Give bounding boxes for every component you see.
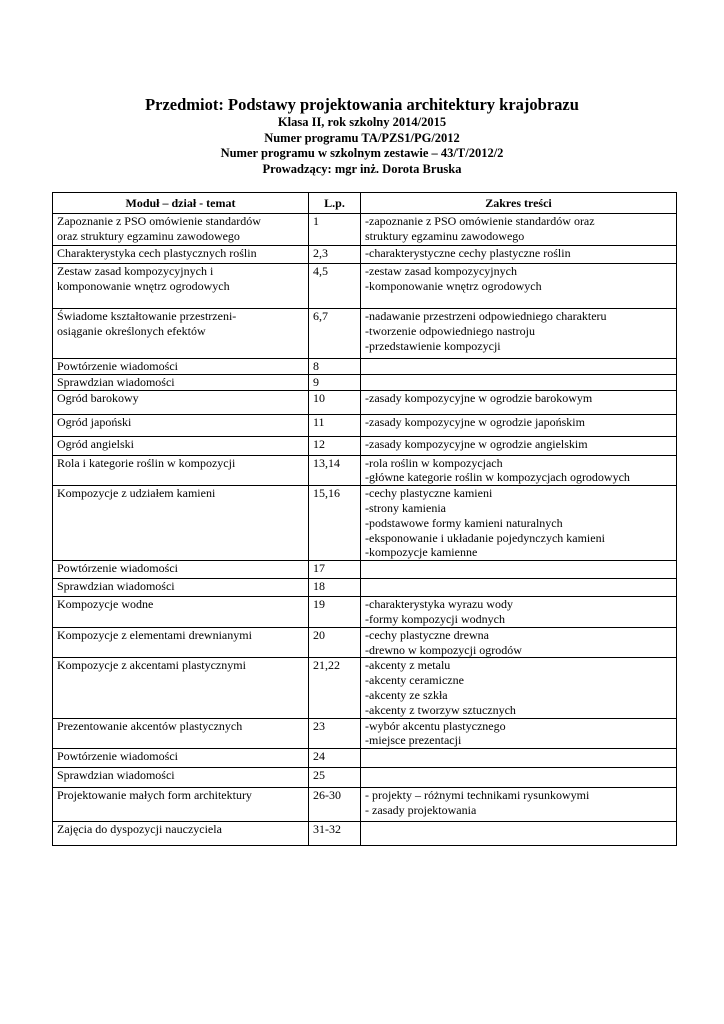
scope-cell [361,579,677,597]
lesson-number: 24 [313,749,325,764]
topic-line: oraz struktury egzaminu zawodowego [57,228,240,243]
topic-line: Powtórzenie wiadomości [57,749,178,764]
scope-line: -strony kamienia [365,500,446,515]
scope-line: -formy kompozycji wodnych [365,611,505,626]
document-title: Przedmiot: Podstawy projektowania architektury krajobrazu [145,95,579,114]
scope-line: -tworzenie odpowiedniego nastroju [365,323,535,338]
table-row [53,822,677,846]
table-row [53,788,677,822]
lp-cell [309,718,361,749]
lesson-number: 25 [313,768,325,783]
table-row [53,749,677,768]
topic-line: Kompozycje wodne [57,597,154,612]
table-row [53,414,677,436]
lp-cell [309,749,361,768]
scope-line: -wybór akcentu plastycznego [365,718,506,733]
topic-cell [53,627,309,658]
scope-cell [361,390,677,414]
curriculum-table [52,192,677,846]
topic-line: Zestaw zasad kompozycyjnych i [57,264,214,278]
topic-line: Kompozycje z udziałem kamieni [57,486,216,501]
lesson-number: 31-32 [313,822,341,837]
scope-cell [361,718,677,749]
topic-line: Charakterystyka cech plastycznych roślin [57,246,257,260]
lp-cell [309,455,361,486]
lesson-number: 2,3 [313,246,328,260]
scope-line: - projekty – różnymi technikami rysunkowymi [365,788,590,803]
scope-line: -kompozycje kamienne [365,545,478,560]
topic-line: Świadome kształtowanie przestrzeni- [57,309,237,323]
scope-line: -zapoznanie z PSO omówienie standardów oraz [365,214,595,228]
school-program-number-line: Numer programu w szkolnym zestawie – 43/T/2012/2 [220,146,504,160]
lesson-number: 18 [313,579,325,594]
scope-line: -drewno w kompozycji ogrodów [365,642,522,657]
topic-line: Sprawdzian wiadomości [57,768,175,783]
lesson-number: 1 [313,214,319,228]
lesson-number: 23 [313,718,325,733]
topic-cell [53,822,309,846]
scope-cell [361,374,677,390]
program-number-line: Numer programu TA/PZS1/PG/2012 [264,130,460,145]
scope-line: -zestaw zasad kompozycyjnych [365,264,517,278]
topic-cell [53,749,309,768]
column-header-scope: Zakres treści [361,193,677,214]
table-row [53,359,677,375]
topic-line: Sprawdzian wiadomości [57,374,175,389]
scope-line: -cechy plastyczne drewna [365,627,489,642]
table-row [53,374,677,390]
scope-line: -akcenty ceramiczne [365,673,464,688]
lp-cell [309,788,361,822]
column-header-lp: L.p. [309,193,361,214]
scope-line: -cechy plastyczne kamieni [365,486,493,501]
scope-line: -charakterystyczne cechy plastyczne roślin [365,246,571,260]
table-row [53,455,677,486]
lp-cell [309,264,361,309]
lp-cell [309,436,361,455]
lesson-number: 21,22 [313,658,340,673]
scope-cell [361,561,677,579]
scope-cell [361,309,677,359]
lp-cell [309,822,361,846]
topic-line: Ogród angielski [57,436,134,451]
topic-cell [53,414,309,436]
lesson-number: 10 [313,390,325,405]
table-row [53,436,677,455]
scope-line: -akcenty ze szkła [365,687,448,702]
scope-cell [361,414,677,436]
scope-cell [361,359,677,375]
scope-cell [361,246,677,264]
table-row [53,658,677,718]
scope-cell [361,597,677,628]
scope-cell [361,768,677,788]
table-header-row [53,193,677,214]
topic-line: Sprawdzian wiadomości [57,579,175,594]
table-row [53,768,677,788]
table-row [53,309,677,359]
scope-line: -eksponowanie i układanie pojedynczych kamieni [365,530,605,545]
lesson-number: 15,16 [313,486,340,501]
lesson-number: 4,5 [313,264,328,278]
topic-line: Powtórzenie wiadomości [57,561,178,576]
lp-cell [309,374,361,390]
table-row [53,561,677,579]
scope-cell [361,455,677,486]
table-row [53,486,677,561]
lesson-number: 20 [313,627,325,642]
topic-cell [53,455,309,486]
topic-line: Projektowanie małych form architektury [57,788,252,803]
lesson-number: 6,7 [313,309,328,323]
topic-line: osiąganie określonych efektów [57,323,206,338]
topic-line: Zapoznanie z PSO omówienie standardów [57,214,261,228]
class-year-line: Klasa II, rok szkolny 2014/2015 [277,115,447,129]
topic-cell [53,214,309,246]
scope-line: -charakterystyka wyrazu wody [365,597,513,612]
table-row [53,214,677,246]
lesson-number: 11 [313,414,325,429]
scope-line: -rola roślin w kompozycjach [365,455,503,470]
scope-line: -podstawowe formy kamieni naturalnych [365,515,563,530]
topic-line: Ogród barokowy [57,390,139,405]
lp-cell [309,768,361,788]
scope-line: -akcenty z metalu [365,658,451,673]
scope-line: -przedstawienie kompozycji [365,338,501,353]
lesson-number: 26-30 [313,788,341,803]
lp-cell [309,390,361,414]
topic-cell [53,374,309,390]
topic-cell [53,264,309,309]
table-row [53,390,677,414]
topic-cell [53,246,309,264]
topic-line: Rola i kategorie roślin w kompozycji [57,455,236,470]
table-row [53,718,677,749]
topic-cell [53,718,309,749]
topic-cell [53,486,309,561]
topic-line: Kompozycje z akcentami plastycznymi [57,658,246,673]
topic-cell [53,436,309,455]
topic-cell [53,359,309,375]
scope-line: -miejsce prezentacji [365,733,462,748]
scope-cell [361,214,677,246]
table-row [53,597,677,628]
topic-line: komponowanie wnętrz ogrodowych [57,278,230,293]
scope-cell [361,658,677,718]
lp-cell [309,561,361,579]
scope-line: -komponowanie wnętrz ogrodowych [365,278,542,293]
scope-line: -akcenty z tworzyw sztucznych [365,702,516,717]
scope-line: -główne kategorie roślin w kompozycjach ogrodowych [365,470,630,485]
lesson-number: 8 [313,359,319,373]
topic-line: Kompozycje z elementami drewnianymi [57,627,252,642]
lp-cell [309,359,361,375]
scope-cell [361,436,677,455]
table-row [53,264,677,309]
lesson-number: 12 [313,436,325,451]
lesson-number: 19 [313,597,325,612]
scope-line: -zasady kompozycyjne w ogrodzie angielskim [365,436,588,451]
table-row [53,246,677,264]
lp-cell [309,579,361,597]
document-header [0,95,724,177]
table-row [53,627,677,658]
table-row [53,579,677,597]
scope-cell [361,486,677,561]
topic-cell [53,390,309,414]
lp-cell [309,309,361,359]
scope-line: struktury egzaminu zawodowego [365,228,525,243]
topic-cell [53,768,309,788]
scope-cell [361,822,677,846]
scope-line: - zasady projektowania [365,802,477,817]
topic-line: Ogród japoński [57,414,132,429]
topic-cell [53,597,309,628]
lp-cell [309,214,361,246]
scope-line: -zasady kompozycyjne w ogrodzie japońskim [365,414,585,429]
topic-cell [53,658,309,718]
lp-cell [309,658,361,718]
lp-cell [309,486,361,561]
scope-line: -zasady kompozycyjne w ogrodzie barokowym [365,390,593,405]
topic-cell [53,579,309,597]
topic-cell [53,788,309,822]
topic-line: Zajęcia do dyspozycji nauczyciela [57,822,222,837]
topic-line: Prezentowanie akcentów plastycznych [57,718,243,733]
lp-cell [309,627,361,658]
lp-cell [309,414,361,436]
scope-cell [361,264,677,309]
teacher-line: Prowadzący: mgr inż. Dorota Bruska [262,161,462,176]
scope-cell [361,627,677,658]
scope-cell [361,749,677,768]
topic-line: Powtórzenie wiadomości [57,359,178,373]
lesson-number: 13,14 [313,455,340,470]
topic-cell [53,309,309,359]
column-header-topic: Moduł – dział - temat [53,193,309,214]
scope-line: -nadawanie przestrzeni odpowiedniego charakteru [365,309,607,323]
scope-cell [361,788,677,822]
lesson-number: 9 [313,374,319,389]
topic-cell [53,561,309,579]
lp-cell [309,597,361,628]
lesson-number: 17 [313,561,325,576]
lp-cell [309,246,361,264]
